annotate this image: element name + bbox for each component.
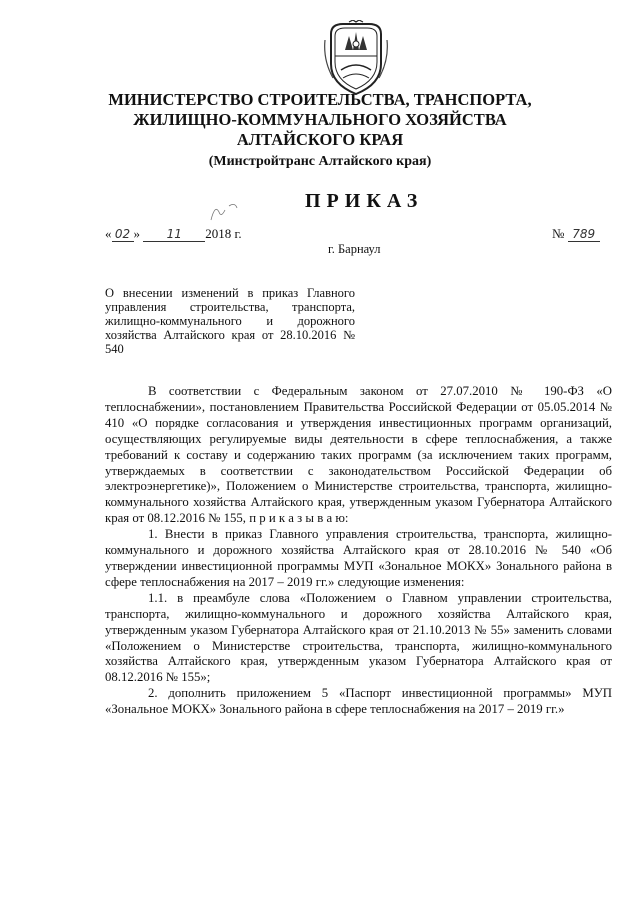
- handwritten-mark: [205, 200, 245, 224]
- ministry-short-name: (Минстройтранс Алтайского края): [208, 154, 432, 169]
- document-number: [552, 226, 600, 242]
- date-open-quote: «: [105, 226, 112, 241]
- body-paragraph: В соответствии с Федеральным законом от 27.07.2010 № 190-ФЗ «О теплоснабжении», постановлением Правительства Российской Федерации от 05.05.2014 № 410 «О порядке согласования и утверждения инвестиционных программ организаций, осуществляющих регулируемые виды деятельности в сфере теплоснабжения, а также требований к составу и содержанию таких программ (за исключением таких программ, утверждаемых в соответствии с законодательством Российской Федерации об электроэнергетике)», Положением о Министерстве строительства, транспорта, жилищно-коммунального хозяйства Алтайского края, утвержденным указом Губернатора Алтайского края от 08.12.2016 № 155, п р и к а з ы в а ю:: [105, 384, 612, 526]
- document-city: г. Барнаул: [328, 242, 381, 256]
- body-paragraph: 1.1. в преамбуле слова «Положением о Главном управлении строительства, транспорта, жилищно-коммунального и дорожного хозяйства Алтайского края, утвержденным указом Губернатора Алтайского края от 21.10.2013 № 55» заменить словами «Положением о Министерстве строительства, транспорта, жилищно-коммунального хозяйства Алтайского края, утвержденным указом Губернатора Алтайского края от 08.12.2016 № 155»;: [105, 590, 612, 685]
- body-paragraph: 2. дополнить приложением 5 «Паспорт инвестиционной программы» МУП «Зональное МОКХ» Зонального района в сфере теплоснабжения на 2017 – 2019 гг.»: [105, 686, 612, 717]
- date-day: 02: [112, 227, 134, 242]
- number-label: №: [552, 226, 565, 241]
- coat-of-arms-emblem: [323, 20, 389, 96]
- ministry-line: АЛТАЙСКОГО КРАЯ: [236, 130, 404, 149]
- document-date: [105, 226, 242, 242]
- document-type-title: ПРИКАЗ: [305, 190, 424, 212]
- date-close-quote: »: [133, 226, 140, 241]
- date-year: 2018 г.: [205, 226, 242, 241]
- date-month: 11: [143, 227, 205, 242]
- number-value: 789: [568, 227, 600, 242]
- ministry-name: [0, 90, 640, 150]
- body-paragraph: 1. Внести в приказ Главного управления строительства, транспорта, жилищно-коммунального и дорожного хозяйства Алтайского края от 28.10.2016 № 540 «Об утверждении инвестиционной программы МУП «Зональное МОКХ» Зонального района в сфере теплоснабжения на 2017 – 2019 гг.» следующие изменения:: [105, 527, 612, 589]
- document-subject: О внесении изменений в приказ Главного управления строительства, транспорта, жилищно-коммунального и дорожного хозяйства Алтайского края от 28.10.2016 № 540: [105, 286, 355, 356]
- ministry-line: МИНИСТЕРСТВО СТРОИТЕЛЬСТВА, ТРАНСПОРТА,: [108, 90, 532, 109]
- document-body: [105, 384, 612, 718]
- ministry-line: ЖИЛИЩНО-КОММУНАЛЬНОГО ХОЗЯЙСТВА: [133, 110, 507, 129]
